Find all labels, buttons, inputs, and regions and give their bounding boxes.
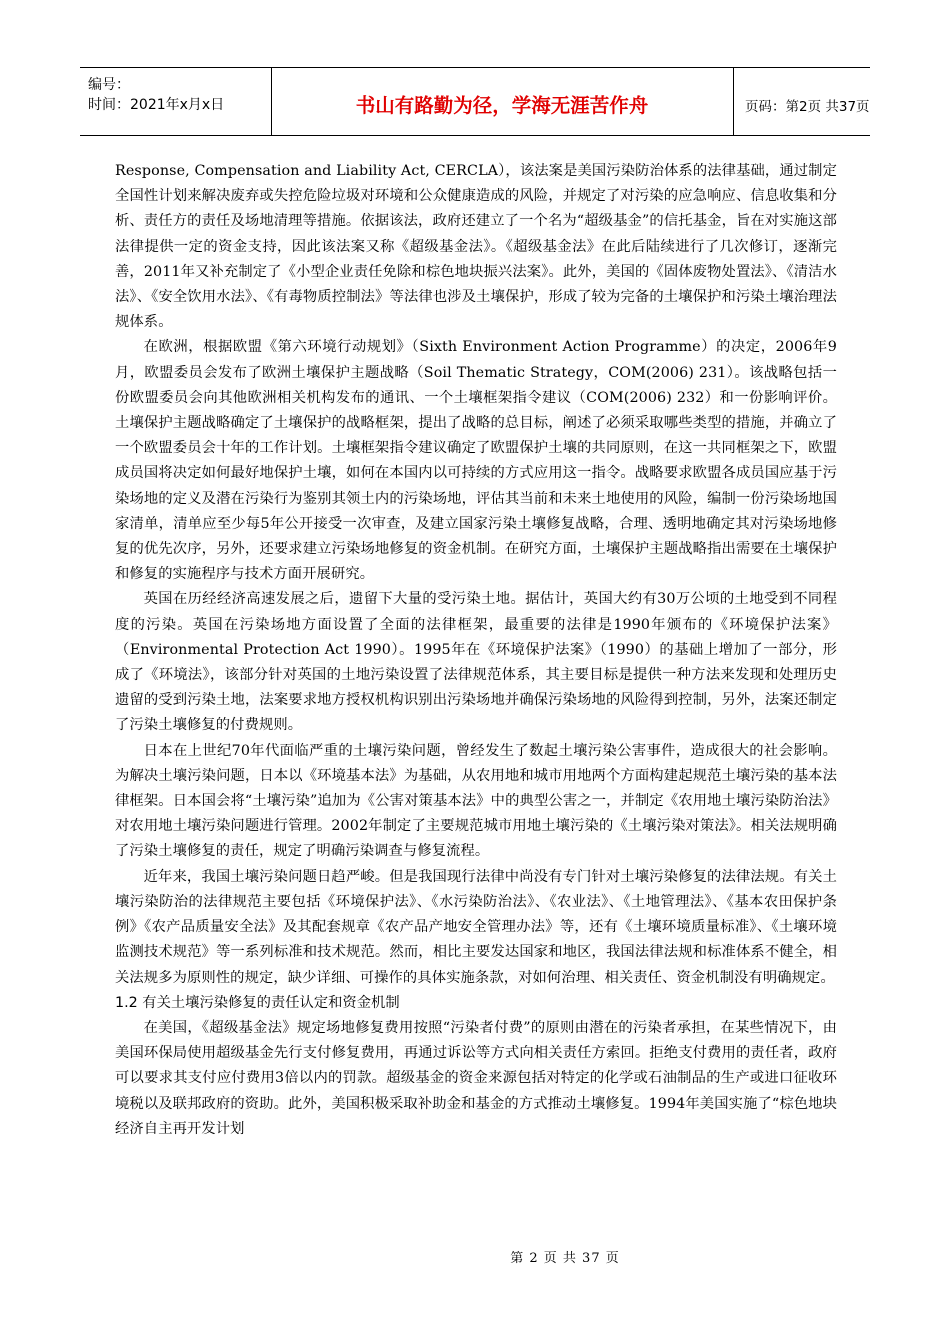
section-heading: 1.2 有关土壤污染修复的责任认定和资金机制 <box>115 994 400 1011</box>
page-footer: 第 2 页 共 37 页 <box>510 1251 620 1266</box>
motto: 书山有路勤为径，学海无涯苦作舟 <box>355 94 649 117</box>
paragraph-europe: 在欧洲，根据欧盟《第六环境行动规划》（Sixth Environment Action Programme）的决定，2006年9月，欧盟委员会发布了欧洲土壤保护主题战略（Soil Thematic Strategy，COM(2006) 231）。该战略包括一份欧盟委员会向其他欧洲相关机构发布的通讯、一个土壤框架指令建议（COM(2006) 232）和一份影响评价。土壤保护主题战略确定了土壤保护的战略框架，提出了战略的总目标，阐述了必须采取哪些类型的措施，并确立了一个欧盟委员会十年的工作计划。土壤框架指令建议确定了欧盟保护土壤的共同原则，在这一共同框架之下，欧盟成员国将决定如何最好地保护土壤，如何在本国内以可持续的方式应用这一指令。战略要求欧盟各成员国应基于污染场地的定义及潜在污染行为鉴别其领土内的污染场地，评估其当前和未来土地使用的风险，编制一份污染场地国家清单，清单应至少每5年公开接受一次审查，及建立国家污染土壤修复战略，合理、透明地确定其对污染场地修复的优先次序，另外，还要求建立污染场地修复的资金机制。在研究方面，土壤保护主题战略指出需要在土壤保护和修复的实施程序与技术方面开展研究。 <box>115 339 837 583</box>
paragraph-usa-law: Response, Compensation and Liability Act, CERCLA），该法案是美国污染防治体系的法律基础，通过制定全国性计划来解决废弃或失控危险垃圾对环境和公众健康造成的风险，并规定了对污染的应急响应、信息收集和分析、责任方的责任及场地清理等措施。依据该法，政府还建立了一个名为“超级基金”的信托基金，旨在对实施这部法律提供一定的资金支持，因此该法案又称《超级基金法》。《超级基金法》在此后陆续进行了几次修订，逐渐完善，2011年又补充制定了《小型企业责任免除和棕色地块振兴法案》。此外，美国的《固体废物处置法》、《清洁水法》、《安全饮用水法》、《有毒物质控制法》等法律也涉及土壤保护，形成了较为完备的土壤保护和污染土壤治理法规体系。 <box>115 163 837 331</box>
header-meta <box>80 68 272 135</box>
time-label: 时间：2021年x月x日 <box>88 97 225 113</box>
code-label: 编号： <box>88 77 130 93</box>
paragraph-usa-funding: 在美国，《超级基金法》规定场地修复费用按照“污染者付费”的原则由潜在的污染者承担，在某些情况下，由美国环保局使用超级基金先行支付修复费用，再通过诉讼等方式向相关责任方索回。拒绝支付费用的责任者，政府可以要求其支付应付费用3倍以内的罚款。超级基金的资金来源包括对特定的化学或石油制品的生产或进口征收环境税以及联邦政府的资助。此外，美国积极采取补助金和基金的方式推动土壤修复。1994年美国实施了“棕色地块经济自主再开发计划 <box>115 1019 837 1137</box>
paragraph-uk: 英国在历经经济高速发展之后，遗留下大量的受污染土地。据估计，英国大约有30万公顷的土地受到不同程度的污染。英国在污染场地方面设置了全面的法律框架，最重要的法律是1990年颁布的《环境保护法案》（Environmental Protection Act 1990）。1995年在《环境保护法案》（1990）的基础上增加了一部分，形成了《环境法》，该部分针对英国的土地污染设置了法律规范体系，其主要目标是提供一种方法来发现和处理历史遗留的受到污染土地，法案要求地方授权机构识别出污染场地并确保污染场地的风险得到控制，另外，法案还制定了污染土壤修复的付费规则。 <box>115 591 837 734</box>
document-body <box>115 159 837 1142</box>
header-page-cell <box>733 68 870 135</box>
paragraph-japan: 日本在上世纪70年代面临严重的土壤污染问题，曾经发生了数起土壤污染公害事件，造成很大的社会影响。为解决土壤污染问题，日本以《环境基本法》为基础，从农用地和城市用地两个方面构建起规范土壤污染的基本法律框架。日本国会将“土壤污染”追加为《公害对策基本法》中的典型公害之一，并制定《农用地土壤污染防治法》对农用地土壤污染问题进行管理。2002年制定了主要规范城市用地土壤污染的《土壤污染对策法》。相关法规明确了污染土壤修复的责任，规定了明确污染调查与修复流程。 <box>115 742 837 860</box>
paragraph-china: 近年来，我国土壤污染问题日趋严峻。但是我国现行法律中尚没有专门针对土壤污染修复的法律法规。有关土壤污染防治的法律规范主要包括《环境保护法》、《水污染防治法》、《农业法》、《土地管理法》、《基本农田保护条例》《农产品质量安全法》及其配套规章《农产品产地安全管理办法》等，还有《土壤环境质量标准》、《土壤环境监测技术规范》等一系列标准和技术规范。然而，相比主要发达国家和地区，我国法律法规和标准体系不健全，相关法规多为原则性的规定，缺少详细、可操作的具体实施条款，对如何治理、相关责任、资金机制没有明确规定。 <box>115 868 837 986</box>
header-motto-cell <box>271 68 734 135</box>
page-header <box>80 67 870 136</box>
page-info: 页码：第2页 共37页 <box>745 99 870 115</box>
